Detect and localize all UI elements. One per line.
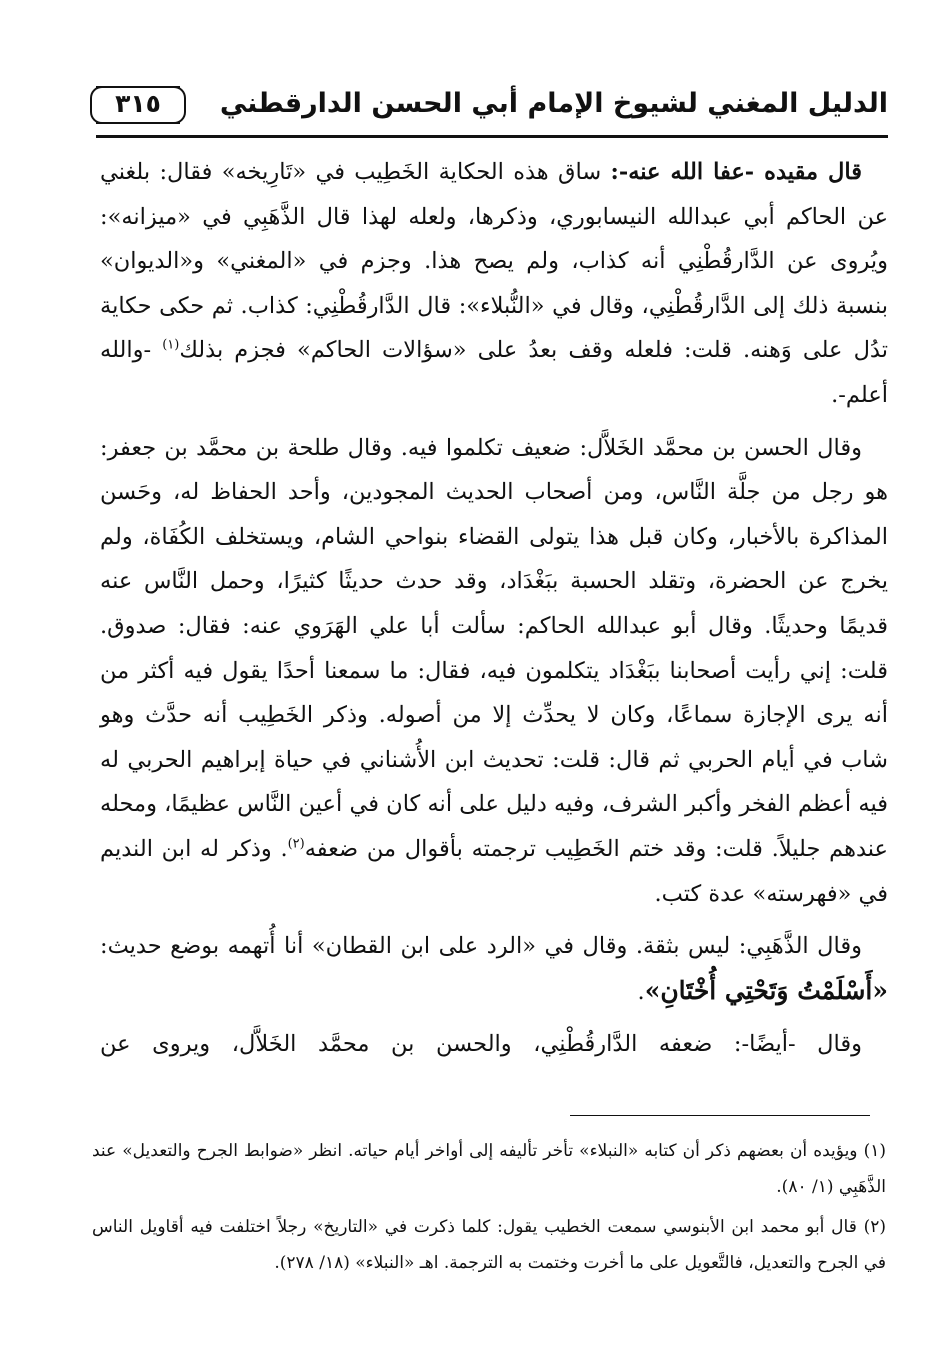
page-header — [96, 84, 888, 134]
hadith-quote: «أَسْلَمْتُ وَتَحْتِي أُخْتَانِ» — [644, 975, 888, 1005]
paragraph-2-text-end: . وذكر له ابن النديم في «فهرسته» عدة كتب. — [100, 835, 888, 907]
page-number-frame — [96, 86, 180, 124]
footnotes — [92, 1133, 886, 1285]
footnote-2: (٢) قال أبو محمد ابن الأبنوسي سمعت الخطيب يقول: كلما ذكرت في «التاريخ» رجلاً اختلفت فيه أقاويل الناس في الجرح والتعديل، فالتَّعويل على ما أخرت وختمت به الترجمة. اهـ «النبلاء» (١٨/ ٢٧٨). — [92, 1217, 886, 1273]
paragraph-2 — [100, 426, 888, 917]
footnote-separator — [570, 1115, 870, 1116]
paragraph-4-text: وقال -أيضًا-: ضعفه الدَّارقُطْنِي، والحسن بن محمَّد الخَلاَّل، ويروى عن — [100, 1031, 862, 1058]
paragraph-2-text: وقال الحسن بن محمَّد الخَلاَّل: ضعيف تكلموا فيه. وقال طلحة بن محمَّد بن جعفر: هو رجل من جلَّة النَّاس، ومن أصحاب الحديث المجودين، وأحد الحفاظ له، وحَسن المذاكرة بالأخبار، وكان قبل هذا يتولى القضاء بنواحي الشام، ويستخلف الكُفَاة، ولم يخرج عن الحضرة، وتقلد الحسبة ببَغْدَاد، وقد حدث حديثًا كثيرًا، وحمل النَّاس عنه قديمًا وحديثًا. وقال أبو عبدالله الحاكم: سألت أبا علي الهَرَوي عنه: فقال: صدوق. قلت: إني رأيت أصحابنا ببَغْدَاد يتكلمون فيه، فقال: ما سمعنا أحدًا يقول فيه أكثر من أنه يرى الإجازة سماعًا، وكان لا يحدِّث إلا من أصوله. وذكر الخَطِيب أنه حدَّث وهو شاب في أيام الحربي ثم قال: قلت: تحديث ابن الأُشناني في حياة إبراهيم الحربي له فيه أعظم الفخر وأكبر الشرف، وفيه دليل على أنه كان في أعين النَّاس عظيمًا، ومحله عندهم جليلاً. قلت: وقد ختم الخَطِيب ترجمته بأقوال من ضعفه — [100, 434, 888, 862]
running-title: الدليل المغني لشيوخ الإمام أبي الحسن الدارقطني — [219, 88, 888, 119]
page-number: ٣١٥ — [115, 89, 161, 118]
paragraph-1-text-end: -والله أعلم-. — [100, 337, 888, 408]
paragraph-1-text: ساق هذه الحكاية الخَطِيب في «تَارِيخه» فقال: بلغني عن الحاكم أبي عبدالله النيسابوري، وذكرها، ولعله لهذا قال الذَّهَبِي في «ميزانه»: ويُروى عن الدَّارقُطْنِي أنه كذاب، ولم يصح هذا. وجزم في «المغني» و«الديوان» بنسبة ذلك إلى الدَّارقُطْنِي، وقال في «النُّبلاء»: قال الدَّارقُطْنِي: كذاب. ثم حكى حكاية تدُل على وَهنه. قلت: فلعله وقف بعدُ على «سؤالات الحاكم» فجزم بذلك — [100, 159, 889, 364]
header-rule — [96, 135, 888, 138]
paragraph-3 — [100, 924, 888, 1014]
paragraph-1 — [100, 150, 888, 418]
paragraph-1-lead: قال مقيده -عفا الله عنه-: — [610, 159, 862, 185]
footnote-1: (١) ويؤيده أن بعضهم ذكر أن كتابه «النبلاء» تأخر تأليفه إلى أواخر أيام حياته. انظر «ضوابط الجرح والتعديل» عند الذَّهَبِي (١/ ٨٠). — [92, 1141, 886, 1197]
paragraph-3-text: وقال الذَّهَبِي: ليس بثقة. وقال في «الرد على ابن القطان» أنا أُتهمه بوضع حديث: — [100, 933, 862, 960]
footnote-ref-2[interactable]: (٢) — [287, 836, 305, 852]
paragraph-4 — [100, 1022, 888, 1067]
footnote-ref-1[interactable]: (١) — [162, 337, 180, 353]
paragraph-3-text-end: . — [637, 978, 645, 1005]
main-text — [100, 150, 888, 1075]
